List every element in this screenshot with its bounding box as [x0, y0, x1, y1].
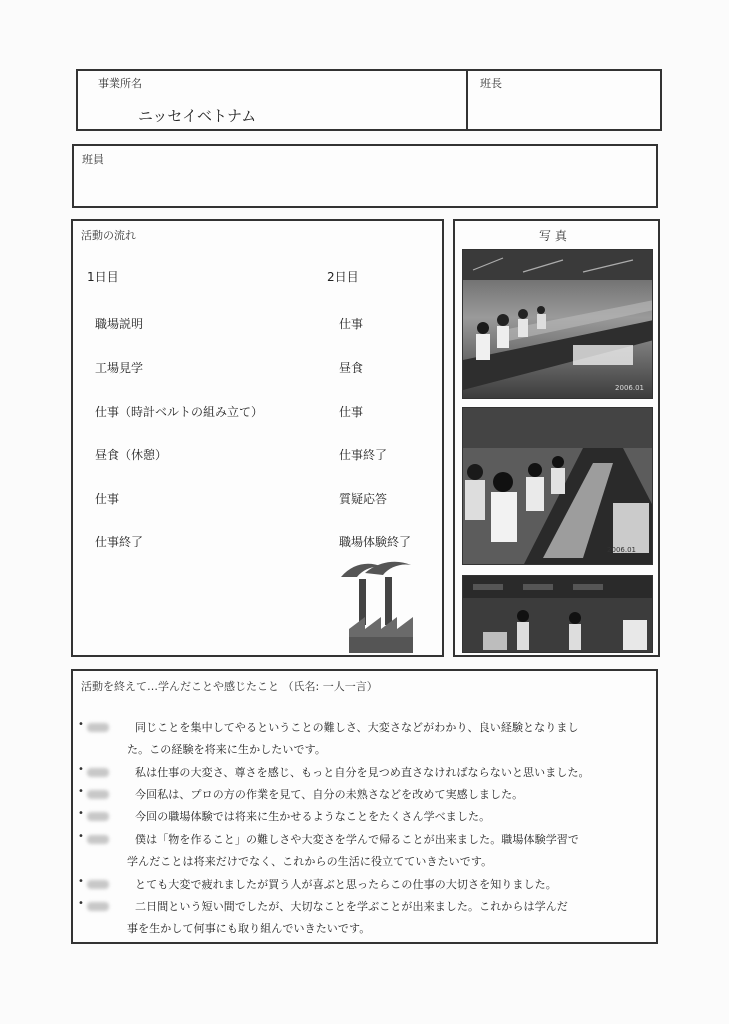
day2-item: 仕事 [339, 317, 364, 331]
redacted-student-name [87, 880, 109, 889]
reflection-box [71, 669, 658, 944]
activity-flow-label: 活動の流れ [81, 229, 136, 242]
day2-title: 2日目 [327, 270, 359, 284]
day2-item: 仕事 [339, 405, 364, 419]
day1-item: 工場見学 [95, 361, 144, 375]
bullet: • [78, 719, 84, 730]
day2-item: 質疑応答 [339, 492, 388, 506]
redacted-student-name [87, 768, 109, 777]
workers-assembly-photo [462, 407, 653, 565]
leader-label: 班長 [480, 77, 502, 90]
comment-line: 今回私は、プロの方の作業を見て、自分の未熟さなどを改めて実感しました。 [135, 788, 524, 801]
comment-line: 事を生かして何事にも取り組んでいきたいです。 [127, 922, 371, 935]
bullet: • [78, 808, 84, 819]
comment-line: 今回の職場体験では将来に生かせるようなことをたくさん学べました。 [135, 810, 491, 823]
day1-item: 仕事 [95, 492, 120, 506]
workers-assembly-photo-image [463, 408, 653, 565]
production-line-photo [462, 575, 653, 653]
leader-box [466, 69, 662, 131]
members-box [72, 144, 658, 208]
day2-item: 職場体験終了 [339, 535, 412, 549]
day2-item: 昼食 [339, 361, 364, 375]
comment-line: 同じことを集中してやるということの難しさ、大変さなどがわかり、良い経験となりまし [135, 721, 579, 734]
factory-icon [335, 557, 425, 657]
comment-line: 僕は「物を作ること」の難しさや大変さを学んで帰ることが出来ました。職場体験学習で [135, 833, 579, 846]
reflection-label: 活動を終えて…学んだことや感じたこと （氏名: 一人一言） [81, 680, 378, 693]
comment-line: 私は仕事の大変さ、尊さを感じ、もっと自分を見つめ直さなければならないと思いました。 [135, 766, 590, 779]
photos-label: 写 真 [539, 229, 567, 243]
office-name-label: 事業所名 [98, 77, 142, 90]
redacted-student-name [87, 790, 109, 799]
day1-title: 1日目 [87, 270, 119, 284]
factory-floor-photo-image [463, 250, 653, 399]
comment-line: 二日間という短い間でしたが、大切なことを学ぶことが出来ました。これからは学んだ [135, 900, 568, 913]
activity-flow-box [71, 219, 444, 657]
comment-line: とても大変で疲れましたが買う人が喜ぶと思ったらこの仕事の大切さを知りました。 [135, 878, 557, 891]
office-name-value: ニッセイベトナム [138, 107, 257, 125]
redacted-student-name [87, 835, 109, 844]
members-label: 班員 [82, 153, 104, 166]
day2-item: 仕事終了 [339, 448, 388, 462]
bullet: • [78, 898, 84, 909]
photo-date-stamp: 2006.01 [615, 384, 644, 392]
day1-item: 仕事（時計ベルトの組み立て） [95, 405, 264, 419]
day1-item: 昼食（休憩） [95, 448, 168, 462]
factory-floor-photo [462, 249, 653, 399]
photos-box [453, 219, 660, 657]
redacted-student-name [87, 812, 109, 821]
bullet: • [78, 831, 84, 842]
bullet: • [78, 786, 84, 797]
redacted-student-name [87, 902, 109, 911]
production-line-photo-image [463, 576, 653, 653]
comment-line: た。この経験を将来に生かしたいです。 [127, 743, 326, 756]
bullet: • [78, 764, 84, 775]
bullet: • [78, 876, 84, 887]
redacted-student-name [87, 723, 109, 732]
photo-date-stamp: 2006.01 [607, 546, 636, 554]
comment-line: 学んだことは将来だけでなく、これからの生活に役立てていきたいです。 [127, 855, 493, 868]
day1-item: 仕事終了 [95, 535, 144, 549]
day1-item: 職場説明 [95, 317, 144, 331]
office-name-box [76, 69, 468, 131]
